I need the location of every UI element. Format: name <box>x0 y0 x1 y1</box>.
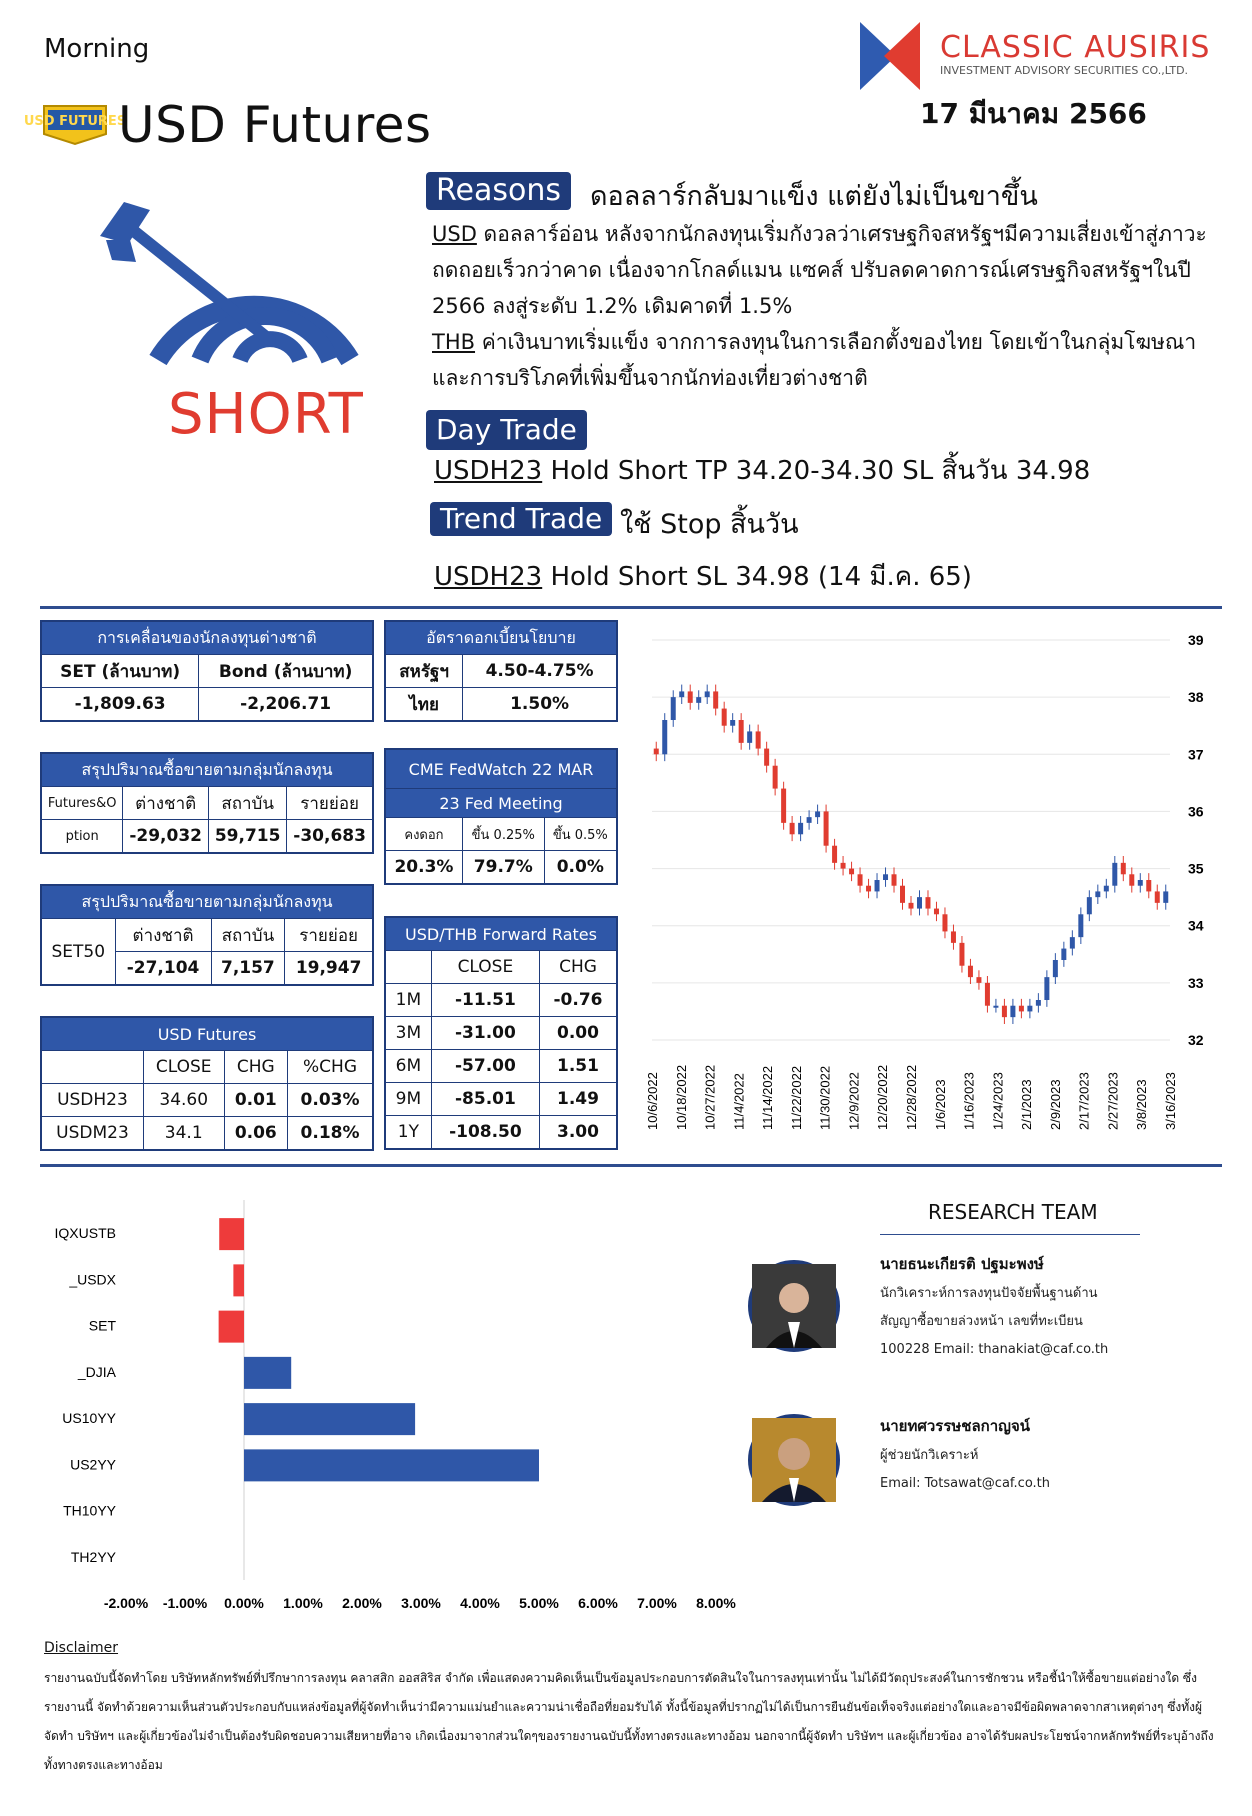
y-tick-label: 39 <box>1188 632 1204 648</box>
usd-futures-symbol: USDM23 <box>41 1117 143 1151</box>
x-tick-label: 2/1/2023 <box>1019 1079 1035 1130</box>
disclaimer-title: Disclaimer <box>44 1640 119 1656</box>
foreign-flow-v2: -2,206.71 <box>199 688 373 722</box>
forward-close: -57.00 <box>431 1050 539 1083</box>
researcher-1-desc-line: นักวิเคราะห์การลงทุนปัจจัยพื้นฐานด้าน <box>880 1286 1098 1301</box>
candle-body <box>968 966 973 977</box>
y-tick-label: 34 <box>1188 917 1204 934</box>
fedwatch-table <box>384 748 618 885</box>
trend-trade-text: Hold Short SL 34.98 (14 มี.ค. 65) <box>542 562 972 592</box>
candle-body <box>1138 880 1143 886</box>
candle-body <box>1002 1006 1007 1017</box>
candle-body <box>1104 886 1109 892</box>
forward-row <box>385 1116 617 1150</box>
candle-body <box>883 874 888 880</box>
candle-body <box>824 811 829 845</box>
day-trade-symbol: USDH23 <box>434 456 543 486</box>
researcher-1-name: นายธนะเกียรติ ปฐมะพงษ์ <box>880 1255 1044 1273</box>
policy-rate-r1-label: สหรัฐฯ <box>385 655 463 688</box>
candle-body <box>925 897 930 908</box>
x-tick-label: 3.00% <box>401 1595 441 1611</box>
forward-chg: 1.49 <box>539 1083 617 1116</box>
usd-futures-close: 34.1 <box>143 1117 224 1151</box>
research-team-underline <box>880 1234 1140 1235</box>
set50-h2: สถาบัน <box>211 919 285 952</box>
candle-body <box>798 823 803 834</box>
x-tick-label: -2.00% <box>103 1595 149 1611</box>
y-tick-label: 37 <box>1188 746 1204 763</box>
set50-v1: -27,104 <box>115 952 211 986</box>
candle-body <box>1019 1006 1024 1012</box>
day-trade-tag: Day Trade <box>426 410 587 450</box>
x-tick-label: 10/27/2022 <box>702 1064 718 1130</box>
x-tick-label: 2/9/2023 <box>1047 1079 1063 1130</box>
candle-body <box>1027 1006 1032 1012</box>
candle-body <box>1044 977 1049 1000</box>
y-tick-label: 33 <box>1188 974 1204 991</box>
candle-body <box>900 886 905 903</box>
candle-body <box>1087 897 1092 914</box>
candle-body <box>942 914 947 931</box>
x-tick-label: 3/8/2023 <box>1134 1079 1150 1130</box>
foreign-flow-col2: Bond (ล้านบาท) <box>199 655 373 688</box>
candle-body <box>993 1006 998 1008</box>
forward-tenor: 1M <box>385 984 431 1017</box>
x-tick-label: 2/27/2023 <box>1105 1072 1121 1130</box>
futures-summary-table <box>40 752 374 854</box>
policy-rate-table <box>384 620 618 722</box>
candle-body <box>1036 1000 1041 1006</box>
bar <box>219 1218 244 1250</box>
category-label: US2YY <box>70 1456 116 1473</box>
candle-body <box>959 943 964 966</box>
forward-h2: CHG <box>539 951 617 984</box>
policy-rate-r2-label: ไทย <box>385 688 463 722</box>
bar <box>244 1449 539 1481</box>
category-label: US10YY <box>62 1410 116 1427</box>
candle-body <box>1155 891 1160 902</box>
forward-chg: 0.00 <box>539 1017 617 1050</box>
candle-body <box>696 697 701 703</box>
trend-trade-line <box>434 556 972 597</box>
x-tick-label: 5.00% <box>519 1595 559 1611</box>
usd-futures-h1: CLOSE <box>143 1051 224 1084</box>
market-change-bar-chart <box>40 1190 736 1611</box>
foreign-flow-table <box>40 620 374 722</box>
brand-subtitle: INVESTMENT ADVISORY SECURITIES CO.,LTD. <box>940 64 1189 77</box>
futures-summary-v3: -30,683 <box>287 820 373 854</box>
x-tick-label: 11/14/2022 <box>760 1065 776 1130</box>
usd-futures-pct: 0.18% <box>288 1117 373 1151</box>
futures-summary-h1: ต่างชาติ <box>123 787 209 820</box>
day-trade-line <box>434 450 1090 491</box>
usd-futures-logo <box>23 104 127 146</box>
candle-body <box>841 863 846 869</box>
set50-v2: 7,157 <box>211 952 285 986</box>
divider-middle <box>40 1164 1222 1167</box>
candle-body <box>858 874 863 885</box>
research-team-title: RESEARCH TEAM <box>928 1200 1098 1224</box>
avatar <box>748 1260 840 1352</box>
avatar <box>748 1414 840 1506</box>
futures-summary-h3: รายย่อย <box>287 787 373 820</box>
forward-row <box>385 1050 617 1083</box>
candle-body <box>951 931 956 942</box>
usd-futures-pct: 0.03% <box>288 1084 373 1117</box>
bar <box>233 1264 244 1296</box>
reasons-headline: ดอลลาร์กลับมาแข็ง แต่ยังไม่เป็นขาขึ้น <box>590 181 1038 212</box>
forward-close: -108.50 <box>431 1116 539 1150</box>
x-tick-label: 1/6/2023 <box>932 1079 948 1130</box>
bar <box>219 1311 244 1343</box>
divider-top <box>40 606 1222 609</box>
forward-rates-table <box>384 916 618 1150</box>
brand-logo-icon <box>860 22 920 90</box>
candle-body <box>875 880 880 891</box>
forward-title: USD/THB Forward Rates <box>385 917 617 951</box>
forward-row <box>385 1017 617 1050</box>
set50-v3: 19,947 <box>285 952 373 986</box>
edition-label: Morning <box>44 34 150 64</box>
futures-summary-h2: สถาบัน <box>209 787 287 820</box>
foreign-flow-col1: SET (ล้านบาท) <box>41 655 199 688</box>
usd-code: USD <box>432 222 477 246</box>
candle-body <box>1078 914 1083 937</box>
usd-futures-empty-header <box>41 1051 143 1084</box>
candle-body <box>671 697 676 720</box>
futures-summary-v2: 59,715 <box>209 820 287 854</box>
forward-h1: CLOSE <box>431 951 539 984</box>
fedwatch-v2: 79.7% <box>462 851 544 885</box>
usd-futures-chg: 0.01 <box>224 1084 288 1117</box>
y-tick-label: 38 <box>1188 689 1204 706</box>
candle-body <box>1095 891 1100 897</box>
candle-body <box>730 720 735 726</box>
candle-body <box>747 731 752 742</box>
candle-body <box>654 749 659 755</box>
reasons-body <box>432 216 1222 396</box>
x-tick-label: 11/30/2022 <box>817 1065 833 1130</box>
candle-body <box>1061 949 1066 960</box>
candle-body <box>807 817 812 823</box>
reasons-tag: Reasons <box>426 172 571 210</box>
candle-body <box>1112 863 1117 886</box>
x-tick-label: 12/20/2022 <box>875 1064 891 1130</box>
policy-rate-title: อัตราดอกเบี้ยนโยบาย <box>385 621 617 655</box>
candle-body <box>815 811 820 817</box>
set50-summary-table <box>40 884 374 986</box>
y-tick-label: 32 <box>1188 1032 1204 1048</box>
usd-futures-h2: CHG <box>224 1051 288 1084</box>
candle-body <box>1121 863 1126 874</box>
fedwatch-v3: 0.0% <box>544 851 617 885</box>
candle-body <box>688 691 693 702</box>
usd-futures-title: USD Futures <box>41 1017 373 1051</box>
x-tick-label: 2/17/2023 <box>1076 1072 1092 1130</box>
report-date: 17 มีนาคม 2566 <box>920 97 1147 130</box>
trend-trade-headline: ใช้ Stop สิ้นวัน <box>620 509 799 540</box>
x-tick-label: 12/9/2022 <box>846 1072 862 1130</box>
forward-chg: -0.76 <box>539 984 617 1017</box>
category-label: _DJIA <box>77 1363 116 1380</box>
fedwatch-v1: 20.3% <box>385 851 462 885</box>
set50-h3: รายย่อย <box>285 919 373 952</box>
researcher-2-name: นายทศวรรษชลกาญจน์ <box>880 1417 1030 1435</box>
thb-code: THB <box>432 330 476 354</box>
futures-summary-v1: -29,032 <box>123 820 209 854</box>
disclaimer-text: รายงานฉบับนี้จัดทำโดย บริษัทหลักทรัพย์ที่ปรึกษาการลงทุน คลาสสิก ออสสิริส จำกัด เพื่อแสดงความคิดเห็นเป็นข้อมูลประกอบการตัดสินใจในการลงทุนเท่านั้น ไม่ได้มีวัตถุประสงค์ในการชักชวน หรือชี้นำให้ซื้อขายแต่อย่างใด ซึ่งรายงานนี้ จัดทำด้วยความเห็นส่วนตัวประกอบกับแหล่งข้อมูลที่ผู้จัดทำเห็นว่ามีความแม่นยำและความน่าเชื่อถือที่ยอมรับได้ ทั้งนี้ข้อมูลที่ปรากฏไม่ได้เป็นการยืนยันข้อเท็จจริงแต่อย่างใดและอาจมีข้อผิดพลาดจากสาเหตุต่างๆ ซึ่งทั้งผู้จัดทำ บริษัทฯ และผู้เกี่ยวข้องไม่จำเป็นต้องรับผิดชอบความเสียหายที่อาจ เกิดเนื่องมาจากส่วนใดๆของรายงานฉบับนี้ทั้งทางตรงและทางอ้อม นอกจากนี้ผู้จัดทำ บริษัทฯ และผู้เกี่ยวข้อง อาจได้รับผลประโยชน์จากหลักทรัพย์ที่ระบุอ้างถึงทั้งทางตรงและทางอ้อม <box>44 1671 1214 1772</box>
foreign-flow-title: การเคลื่อนของนักลงทุนต่างชาติ <box>41 621 373 655</box>
usd-futures-close: 34.60 <box>143 1084 224 1117</box>
x-tick-label: 10/6/2022 <box>645 1072 660 1130</box>
candle-body <box>1053 960 1058 977</box>
candle-body <box>832 846 837 863</box>
forward-tenor: 1Y <box>385 1116 431 1150</box>
set50-h1: ต่างชาติ <box>115 919 211 952</box>
x-tick-label: 11/22/2022 <box>788 1065 804 1130</box>
candle-body <box>1129 874 1134 885</box>
candle-body <box>917 897 922 908</box>
candle-body <box>849 869 854 875</box>
candle-body <box>1163 891 1168 902</box>
y-tick-label: 36 <box>1188 803 1204 820</box>
fedwatch-h1: คงดอก <box>385 818 462 851</box>
candle-body <box>866 886 871 892</box>
candle-body <box>985 983 990 1006</box>
candle-body <box>713 691 718 708</box>
target-dart-icon <box>100 200 360 370</box>
fedwatch-title-b: 23 Fed Meeting <box>385 789 617 818</box>
usd-futures-symbol: USDH23 <box>41 1084 143 1117</box>
usd-reason-text: ดอลลาร์อ่อน หลังจากนักลงทุนเริ่มกังวลว่าเศรษฐกิจสหรัฐฯมีความเสี่ยงเข้าสู่ภาวะถดถอยเร็วกว่าคาด เนื่องจากโกลด์แมน แซคส์ ปรับลดคาดการณ์เศรษฐกิจสหรัฐฯในปี 2566 ลงสู่ระดับ 1.2% เดิมคาดที่ 1.5% <box>432 222 1207 318</box>
category-label: _USDX <box>69 1271 116 1288</box>
set50-summary-title: สรุปปริมาณซื้อขายตามกลุ่มนักลงทุน <box>41 885 373 919</box>
fedwatch-h2: ขึ้น 0.25% <box>462 818 544 851</box>
usd-futures-chg: 0.06 <box>224 1117 288 1151</box>
futures-summary-label-a: Futures&O <box>41 787 123 820</box>
fedwatch-title-a: CME FedWatch 22 MAR <box>385 749 617 789</box>
candle-body <box>773 766 778 789</box>
candle-body <box>934 909 939 915</box>
candle-body <box>764 749 769 766</box>
x-tick-label: 7.00% <box>637 1595 677 1611</box>
usd-futures-h3: %CHG <box>288 1051 373 1084</box>
candle-body <box>662 720 667 754</box>
thb-reason <box>432 324 1222 396</box>
candle-body <box>705 691 710 697</box>
forward-empty-header <box>385 951 431 984</box>
candle-body <box>756 731 761 748</box>
x-tick-label: 11/4/2022 <box>731 1073 747 1130</box>
x-tick-label: 8.00% <box>696 1595 736 1611</box>
x-tick-label: 12/28/2022 <box>904 1064 919 1130</box>
usd-futures-row <box>41 1117 373 1151</box>
researcher-1-email: 100228 Email: thanakiat@caf.co.th <box>880 1342 1109 1357</box>
category-label: SET <box>88 1317 116 1334</box>
candle-body <box>781 789 786 823</box>
x-tick-label: -1.00% <box>162 1595 208 1611</box>
category-label: TH10YY <box>63 1502 116 1519</box>
usd-futures-row <box>41 1084 373 1117</box>
candle-body <box>679 691 684 697</box>
forward-close: -85.01 <box>431 1083 539 1116</box>
forward-close: -11.51 <box>431 984 539 1017</box>
researcher-2-email: Email: Totsawat@caf.co.th <box>880 1476 1051 1491</box>
candle-body <box>1146 880 1151 891</box>
candle-body <box>1010 1006 1015 1017</box>
forward-tenor: 9M <box>385 1083 431 1116</box>
usd-thb-candlestick-chart <box>640 620 1230 1140</box>
futures-summary-title: สรุปปริมาณซื้อขายตามกลุ่มนักลงทุน <box>41 753 373 787</box>
foreign-flow-v1: -1,809.63 <box>41 688 199 722</box>
candle-body <box>722 709 727 726</box>
x-tick-label: 1.00% <box>283 1595 323 1611</box>
policy-rate-r1-value: 4.50-4.75% <box>463 655 617 688</box>
researcher-2-desc <box>880 1442 1050 1498</box>
trend-trade-symbol: USDH23 <box>434 562 543 592</box>
x-tick-label: 1/16/2023 <box>961 1072 977 1130</box>
category-label: TH2YY <box>70 1548 116 1565</box>
candle-body <box>976 977 981 983</box>
trend-trade-tag: Trend Trade <box>430 502 612 536</box>
usd-futures-table <box>40 1016 374 1151</box>
set50-label: SET50 <box>41 919 115 986</box>
candle-body <box>892 874 897 885</box>
candle-body <box>739 720 744 743</box>
svg-text:USD FUTURES: USD FUTURES <box>23 114 127 129</box>
day-trade-text: Hold Short TP 34.20-34.30 SL สิ้นวัน 34.98 <box>542 456 1091 486</box>
researcher-1-desc-line: สัญญาซื้อขายล่วงหน้า เลขที่ทะเบียน <box>880 1314 1083 1329</box>
x-tick-label: 2.00% <box>342 1595 382 1611</box>
x-tick-label: 0.00% <box>224 1595 264 1611</box>
x-tick-label: 4.00% <box>460 1595 500 1611</box>
page-title: USD Futures <box>118 96 432 154</box>
x-tick-label: 3/16/2023 <box>1163 1072 1178 1130</box>
futures-summary-label-b: ption <box>41 820 123 854</box>
forward-row <box>385 1083 617 1116</box>
y-tick-label: 35 <box>1188 860 1204 877</box>
candle-body <box>790 823 795 834</box>
fedwatch-h3: ขึ้น 0.5% <box>544 818 617 851</box>
candle-body <box>1070 937 1075 948</box>
bar <box>244 1403 415 1435</box>
signal-label: SHORT <box>168 382 364 447</box>
forward-chg: 1.51 <box>539 1050 617 1083</box>
forward-tenor: 6M <box>385 1050 431 1083</box>
category-label: IQXUSTB <box>54 1225 116 1242</box>
forward-close: -31.00 <box>431 1017 539 1050</box>
forward-tenor: 3M <box>385 1017 431 1050</box>
researcher-1-desc <box>880 1280 1108 1364</box>
candle-body <box>909 903 914 909</box>
policy-rate-r2-value: 1.50% <box>463 688 617 722</box>
x-tick-label: 1/24/2023 <box>990 1072 1006 1130</box>
forward-row <box>385 984 617 1017</box>
x-tick-label: 10/18/2022 <box>673 1064 689 1130</box>
researcher-2-desc-line: ผู้ช่วยนักวิเคราะห์ <box>880 1448 979 1463</box>
bar <box>244 1357 291 1389</box>
brand-name: CLASSIC AUSIRIS <box>940 30 1211 65</box>
thb-reason-text: ค่าเงินบาทเริ่มแข็ง จากการลงทุนในการเลือกตั้งของไทย โดยเข้าในกลุ่มโฆษณา และการบริโภคที่เพิ่มขึ้นจากนักท่องเที่ยวต่างชาติ <box>432 330 1197 390</box>
x-tick-label: 6.00% <box>578 1595 618 1611</box>
forward-chg: 3.00 <box>539 1116 617 1150</box>
usd-reason <box>432 216 1222 324</box>
